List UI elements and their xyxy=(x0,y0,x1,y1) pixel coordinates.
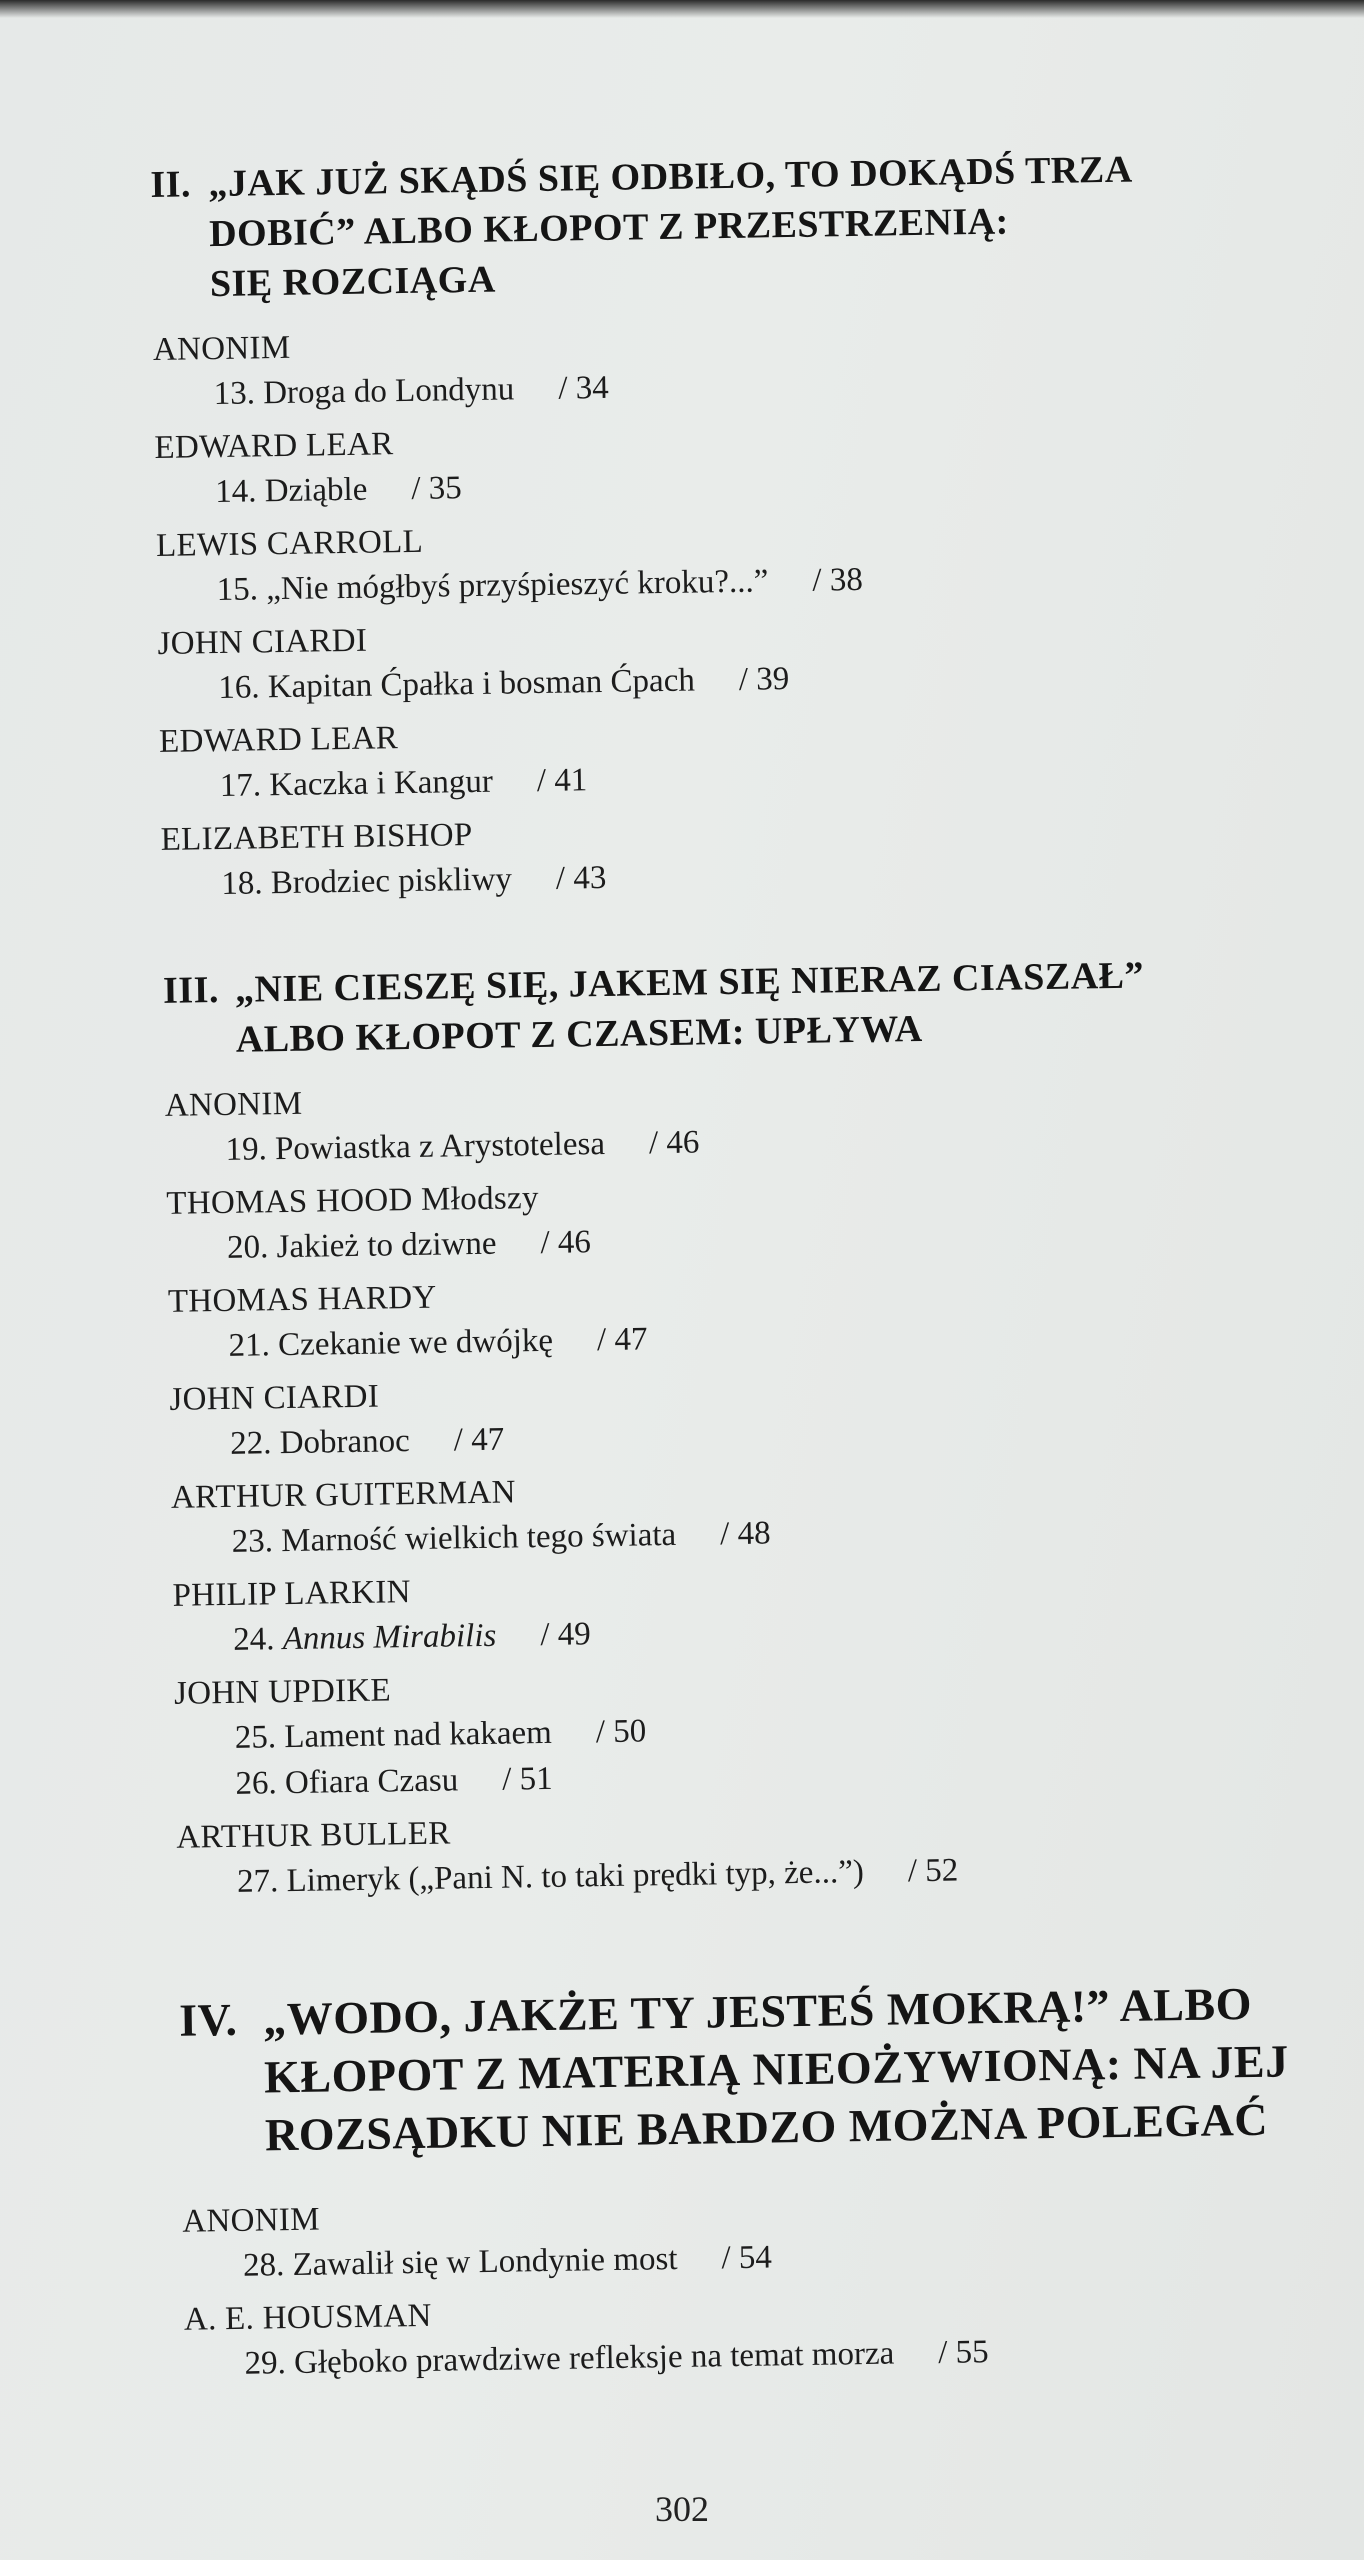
page-ref: / 46 xyxy=(648,1124,700,1162)
author-name: ARTHUR GUITERMAN xyxy=(170,1474,516,1516)
page-ref: / 51 xyxy=(501,1760,553,1798)
page-ref: / 55 xyxy=(937,2334,989,2371)
section-heading xyxy=(150,142,1272,310)
author-name: EDWARD LEAR xyxy=(158,720,399,760)
table-of-contents xyxy=(150,142,1305,2387)
section-number: IV. xyxy=(178,1993,238,2046)
page-edge-shadow xyxy=(0,0,1364,18)
page-ref: / 43 xyxy=(555,859,607,897)
section-title: „NIE CIESZĘ SIĘ, JAKEM SIĘ NIERAZ CIASZAŁ” ALBO KŁOPOT Z CZASEM: UPŁYWA xyxy=(234,954,1145,1061)
section-heading xyxy=(179,1974,1302,2166)
item-title: 16. Kapitan Ćpałka i bosman Ćpach xyxy=(218,662,696,706)
item-title: 15. „Nie mógłbyś przyśpieszyć kroku?...” xyxy=(216,563,769,609)
page-ref: / 39 xyxy=(738,661,790,698)
item-title-italic: Annus Mirabilis xyxy=(282,1617,497,1658)
author-name: A. E. HOUSMAN xyxy=(183,2297,432,2338)
author-name: ELIZABETH BISHOP xyxy=(160,817,473,858)
item-number: 24. xyxy=(232,1621,275,1658)
page-ref: / 54 xyxy=(721,2239,773,2277)
entry-list xyxy=(153,310,1282,908)
author-name: THOMAS HOOD Młodszy xyxy=(166,1180,540,1222)
section-heading xyxy=(163,948,1284,1066)
page-ref: / 47 xyxy=(596,1321,648,1359)
entry-list xyxy=(165,1066,1298,1905)
item-title: 19. Powiastka z Arystotelesa xyxy=(225,1125,606,1168)
item-title: 18. Brodziec piskliwy xyxy=(221,861,513,902)
author-name: JOHN UPDIKE xyxy=(173,1672,392,1712)
page-ref: / 34 xyxy=(557,369,609,407)
section-number: II. xyxy=(150,163,192,206)
page-ref: / 38 xyxy=(812,561,864,599)
section-title: „JAK JUŻ SKĄDŚ SIĘ ODBIŁO, TO DOKĄDŚ TRZA DOBIĆ” ALBO KŁOPOT Z PRZESTRZENIĄ: SIĘ ROZCIĄGA xyxy=(208,148,1133,306)
item-title: 26. Ofiara Czasu xyxy=(235,1762,459,1802)
page-ref: / 47 xyxy=(453,1421,505,1459)
section-iv xyxy=(179,1974,1305,2388)
section-number: III. xyxy=(162,969,220,1012)
author-name: PHILIP LARKIN xyxy=(172,1574,412,1614)
page-number: 302 xyxy=(655,2489,709,2529)
item-title: 25. Lament nad kakaem xyxy=(234,1714,553,1756)
section-title: „WODO, JAKŻE TY JESTEŚ MOKRĄ!” ALBO KŁOPOT Z MATERIĄ NIEOŻYWIONĄ: NA JEJ ROZSĄDKU NIE BARDZO MOŻNA POLEGAĆ xyxy=(262,1977,1289,2161)
author-name: JOHN CIARDI xyxy=(157,622,368,662)
entry-list xyxy=(182,2182,1305,2388)
author-name: LEWIS CARROLL xyxy=(155,523,424,564)
author-name: EDWARD LEAR xyxy=(154,426,394,466)
item-title: 22. Dobranoc xyxy=(229,1423,411,1462)
item-title: 21. Czekanie we dwójkę xyxy=(228,1322,554,1364)
page-ref: / 46 xyxy=(540,1224,592,1261)
item-title: 23. Marność wielkich tego świata xyxy=(231,1516,677,1560)
page-ref: / 41 xyxy=(536,762,588,799)
page-ref: / 35 xyxy=(411,470,463,507)
author-name: JOHN CIARDI xyxy=(169,1378,380,1418)
author-name: ANONIM xyxy=(164,1085,303,1124)
page-ref: / 49 xyxy=(540,1616,592,1654)
item-title: 17. Kaczka i Kangur xyxy=(219,763,494,804)
item-title: 27. Limeryk („Pani N. to taki prędki typ, że...”) xyxy=(236,1854,865,1900)
item-title: 13. Droga do Londynu xyxy=(213,371,515,413)
item-title: 20. Jakież to dziwne xyxy=(226,1225,497,1266)
section-iii xyxy=(163,948,1298,1905)
page-ref: / 50 xyxy=(595,1713,647,1751)
section-ii xyxy=(150,142,1282,907)
author-name: THOMAS HARDY xyxy=(167,1279,437,1320)
page-ref: / 52 xyxy=(907,1852,959,1890)
author-name: ANONIM xyxy=(182,2201,321,2240)
author-name: ANONIM xyxy=(152,329,291,368)
item-title: 28. Zawalił się w Londynie most xyxy=(242,2240,678,2284)
item-title: 14. Dziąble xyxy=(214,471,368,511)
author-name: ARTHUR BULLER xyxy=(176,1815,451,1856)
item-title: 29. Głęboko prawdziwe refleksje na temat morza xyxy=(244,2335,895,2382)
page-ref: / 48 xyxy=(719,1515,771,1553)
